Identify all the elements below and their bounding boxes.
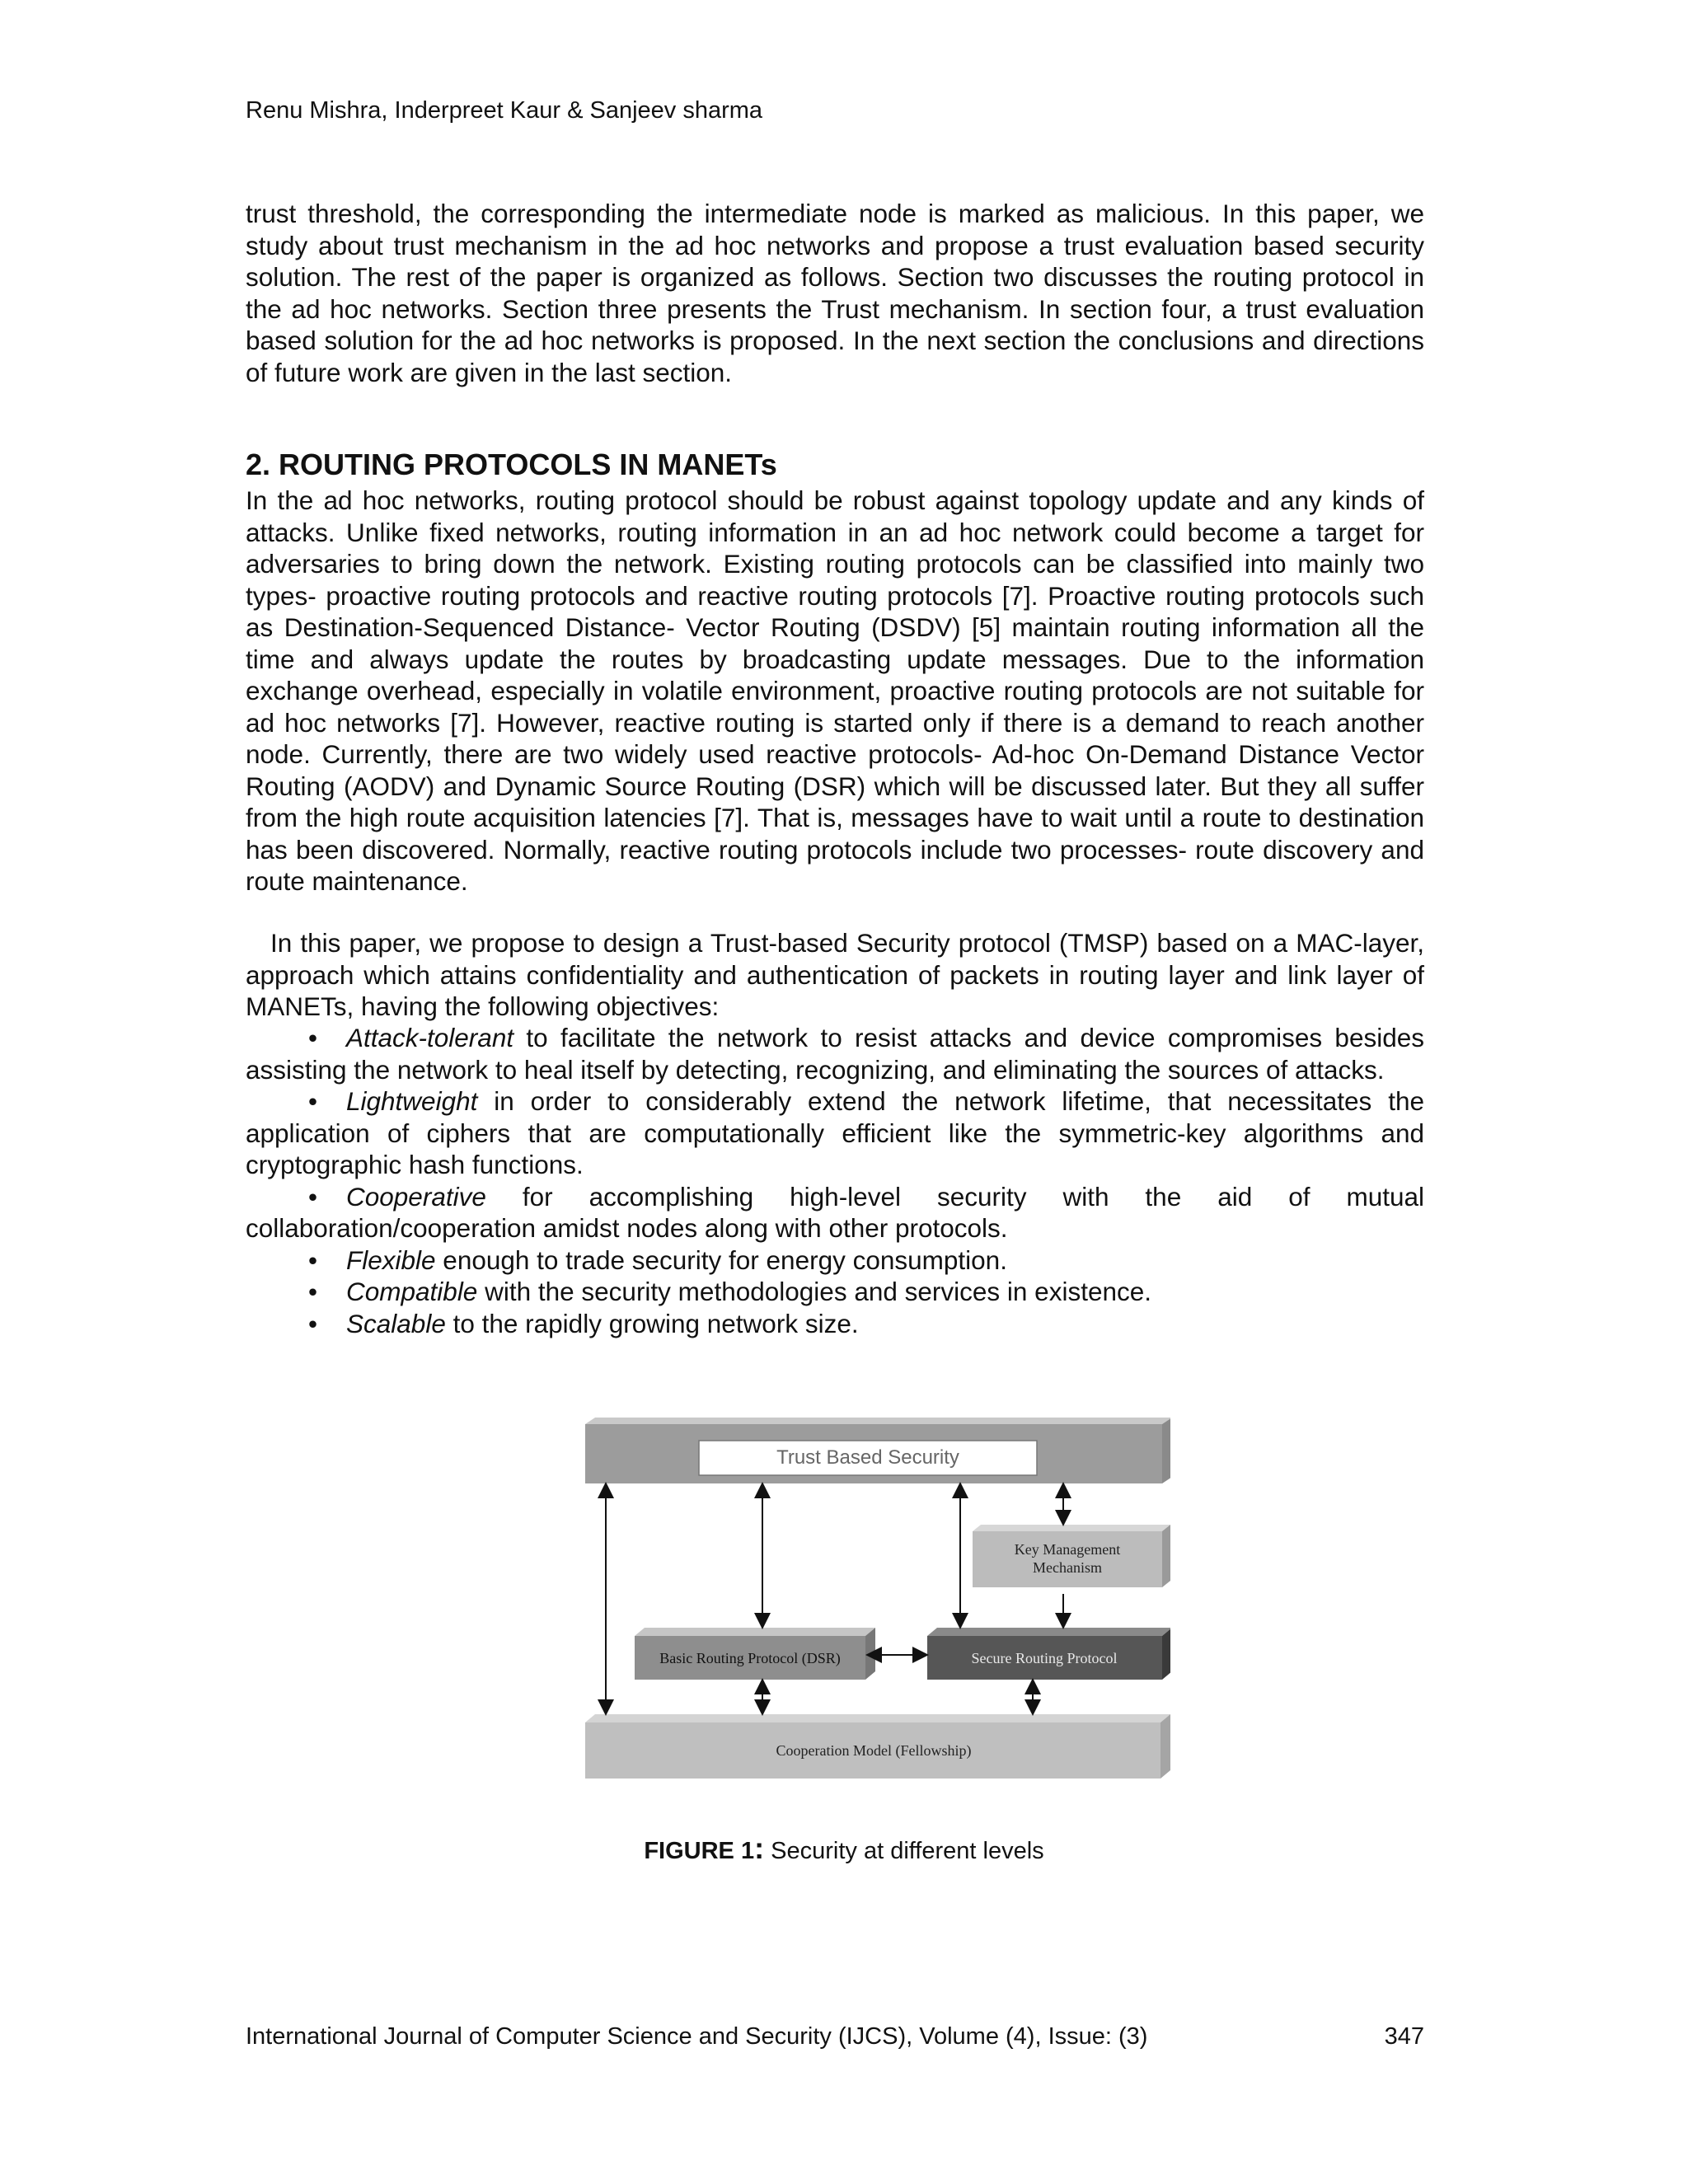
bullet-term: Cooperative <box>346 1181 486 1212</box>
bullet-term: Scalable <box>346 1308 446 1338</box>
bullet-text: enough to trade security for energy consumption. <box>435 1244 1007 1275</box>
intro-paragraph: trust threshold, the corresponding the intermediate node is marked as malicious. In this paper, we study about trust mechanism in the ad hoc networks and propose a trust evaluation based security solution. The rest of the paper is organized as follows. Section two discusses the routing protocol in the ad hoc networks. Section three presents the Trust mechanism. In section four, a trust evaluation based solution for the ad hoc networks is proposed. In the next section the conclusions and directions of future work are given in the last section. <box>246 199 1424 387</box>
caption-label: FIGURE 1 <box>644 1838 755 1864</box>
bullet-text: to the rapidly growing network size. <box>445 1308 859 1338</box>
key-management-block <box>973 1525 1170 1587</box>
coop-label: Cooperation Model (Fellowship) <box>776 1742 972 1759</box>
list-item <box>246 1085 1424 1181</box>
bullet-term: Compatible <box>346 1277 478 1306</box>
key-mgmt-label-line2: Mechanism <box>1033 1559 1102 1576</box>
page-number: 347 <box>1384 2023 1424 2050</box>
bullet-text: with the security methodologies and services in existence. <box>477 1277 1152 1306</box>
bullet-term: Flexible <box>346 1244 436 1275</box>
journal-info: International Journal of Computer Science and Security (IJCS), Volume (4), Issue: (3) <box>246 2023 1148 2050</box>
page-footer <box>246 2023 1424 2050</box>
bullet-text: for accomplishing high-level security with the aid of mutual collaboration/cooperation amidst nodes along with other protocols. <box>246 1181 1424 1243</box>
figure-1-diagram <box>585 1418 1170 1784</box>
bullet-icon: • <box>308 1244 318 1275</box>
trust-label: Trust Based Security <box>776 1446 959 1469</box>
bullet-icon: • <box>308 1181 318 1212</box>
list-item <box>246 1181 1424 1244</box>
list-item <box>246 1022 1424 1085</box>
bullet-icon: • <box>308 1308 318 1338</box>
list-item <box>246 1308 1424 1340</box>
secure-routing-label: Secure Routing Protocol <box>971 1650 1118 1666</box>
section-heading: 2. ROUTING PROTOCOLS IN MANETs <box>246 448 777 481</box>
basic-routing-label: Basic Routing Protocol (DSR) <box>659 1650 841 1666</box>
caption-text: Security at different levels <box>764 1838 1044 1864</box>
bullet-text: to facilitate the network to resist attacks and device compromises besides assisting the network to heal itself by detecting, recognizing, and eliminating the sources of attacks. <box>246 1023 1424 1085</box>
key-mgmt-label-line1: Key Management <box>1014 1541 1121 1558</box>
secure-routing-block <box>927 1628 1170 1680</box>
bullet-icon: • <box>308 1277 318 1306</box>
running-header: Renu Mishra, Inderpreet Kaur & Sanjeev sharma <box>246 97 763 124</box>
bullet-term: Lightweight <box>346 1086 478 1116</box>
trust-layer-block <box>585 1418 1170 1483</box>
objectives-list <box>246 1022 1424 1339</box>
bullet-icon: • <box>308 1023 318 1052</box>
section-paragraph-1: In the ad hoc networks, routing protocol should be robust against topology update and any kinds of attacks. Unlike fixed networks, routing information in an ad hoc network could become a target for adversaries to bring down the network. Existing routing protocols can be classified into mainly two types- proactive routing protocols and reactive routing protocols [7]. Proactive routing protocols such as Destination-Sequenced Distance- Vector Routing (DSDV) [5] maintain routing information all the time and always update the routes by broadcasting update messages. Due to the information exchange overhead, especially in volatile environment, proactive routing protocols are not suitable for ad hoc networks [7]. However, reactive routing is started only if there is a demand to reach another node. Currently, there are two widely used reactive protocols- Ad-hoc On-Demand Distance Vector Routing (AODV) and Dynamic Source Routing (DSR) which will be discussed later. But they all suffer from the high route acquisition latencies [7]. That is, messages have to wait until a route to destination has been discovered. Normally, reactive routing protocols include two processes- route discovery and route maintenance. <box>246 485 1424 896</box>
caption-colon: : <box>754 1831 765 1865</box>
section-paragraph-2: In this paper, we propose to design a Trust-based Security protocol (TMSP) based on a MAC-layer, approach which attains confidentiality and authentication of packets in routing layer and link layer of MANETs, having the following objectives: <box>246 928 1424 1021</box>
diagram-svg <box>585 1418 1170 1784</box>
bullet-text: in order to considerably extend the network lifetime, that necessitates the application of ciphers that are computationally efficient like the symmetric-key algorithms and cryptographic hash functions. <box>246 1086 1424 1179</box>
bullet-icon: • <box>308 1086 318 1116</box>
list-item <box>246 1244 1424 1277</box>
basic-routing-block <box>635 1628 875 1680</box>
list-item <box>246 1276 1424 1308</box>
cooperation-block <box>585 1714 1170 1779</box>
figure-caption <box>0 1831 1688 1866</box>
bullet-term: Attack-tolerant <box>346 1023 514 1052</box>
